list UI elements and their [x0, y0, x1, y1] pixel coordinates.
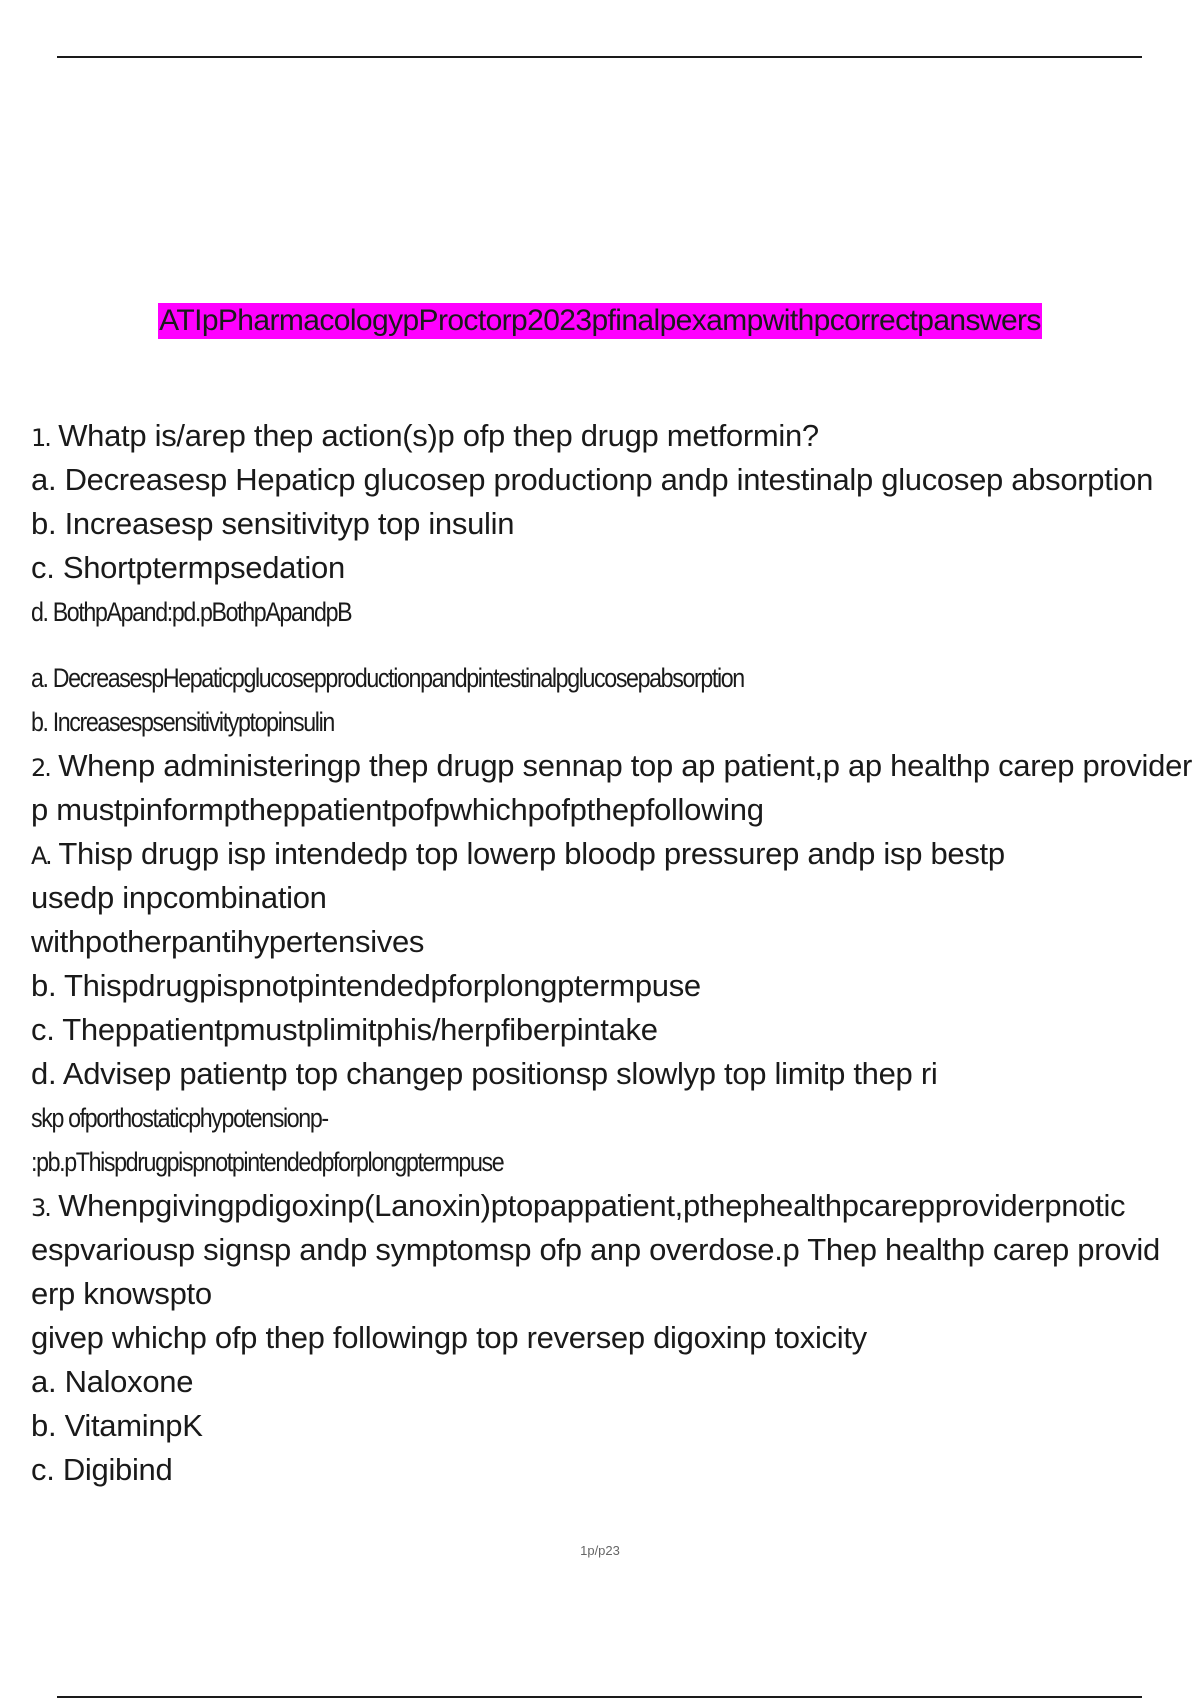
line-text: p mustpinformptheppatientpofpwhichpofpthepfollowing [31, 792, 764, 827]
text-line [31, 876, 1200, 920]
document-title: ATIpPharmacologypProctorp2023pfinalpexampwithpcorrectpanswers [159, 304, 1041, 337]
line-text: d. BothpApand:pd.pBothpApandpB [31, 597, 352, 627]
line-text: :pb.pThispdrugpispnotpintendedpforplongptermpuse [31, 1147, 504, 1177]
question-number: A. [31, 842, 51, 870]
question-body [31, 414, 1200, 1492]
text-line [31, 1272, 1200, 1316]
question-number: 1. [31, 424, 50, 452]
text-line [31, 1228, 1200, 1272]
text-line [31, 1404, 1200, 1448]
text-line [31, 1448, 1200, 1492]
line-text: d. Advisep patientp top changep positionsp slowlyp top limitp thep ri [31, 1056, 938, 1091]
text-line [31, 788, 1200, 832]
text-line [31, 700, 1036, 744]
text-line [31, 1316, 1200, 1360]
text-line [31, 590, 1036, 634]
question-line [31, 832, 1200, 876]
line-text: Whenpgivingpdigoxinp(Lanoxin)ptopappatient,pthephealthpcarepproviderpnotic [49, 1188, 1126, 1223]
line-text: b. Increasespsensitivityptopinsulin [31, 707, 334, 737]
question-line [31, 744, 1200, 788]
line-text: a. Decreasesp Hepaticp glucosep productionp andp intestinalp glucosep absorption [31, 462, 1154, 497]
line-text: b. Thispdrugpispnotpintendedpforplongptermpuse [31, 968, 701, 1003]
text-line [31, 920, 1200, 964]
footer-rule [57, 1696, 1142, 1698]
line-text: b. Increasesp sensitivityp top insulin [31, 506, 515, 541]
text-line [31, 964, 1200, 1008]
question-number: 3. [31, 1194, 50, 1222]
line-text: skp ofporthostaticphypotensionp- [31, 1103, 328, 1133]
text-line [31, 656, 1036, 700]
line-text: espvariousp signsp andp symptomsp ofp anp overdose.p Thep healthp carep provid [31, 1232, 1160, 1267]
line-text: usedp inpcombination [31, 880, 327, 915]
line-text: a. Naloxone [31, 1364, 194, 1399]
line-text: b. VitaminpK [31, 1408, 203, 1443]
page-number: 1p/p23 [580, 1543, 620, 1558]
title-block [0, 303, 1200, 339]
question-line [31, 1184, 1200, 1228]
line-text: givep whichp ofp thep followingp top reversep digoxinp toxicity [31, 1320, 867, 1355]
question-number: 2. [31, 754, 50, 782]
text-line [31, 502, 1200, 546]
line-text: erp knowspto [31, 1276, 212, 1311]
line-text: a. DecreasespHepaticpglucosepproductionpandpintestinalpglucosepabsorption [31, 663, 744, 693]
text-line [31, 1360, 1200, 1404]
text-line [31, 1096, 1036, 1140]
line-text: c. Digibind [31, 1452, 173, 1487]
line-text: c. Shortptermpsedation [31, 550, 345, 585]
text-line [31, 1008, 1200, 1052]
text-line [31, 1140, 1036, 1184]
line-text: withpotherpantihypertensives [31, 924, 425, 959]
text-line [31, 1052, 1200, 1096]
header-rule [57, 56, 1142, 58]
line-text: Whatp is/arep thep action(s)p ofp thep drugp metformin? [49, 418, 819, 453]
line-text: Whenp administeringp thep drugp sennap top ap patient,p ap healthp carep provider [49, 748, 1193, 783]
question-line [31, 414, 1200, 458]
text-line [31, 458, 1200, 502]
line-text: c. Theppatientpmustplimitphis/herpfiberpintake [31, 1012, 658, 1047]
text-line [31, 546, 1200, 590]
line-text: Thisp drugp isp intendedp top lowerp bloodp pressurep andp isp bestp [50, 836, 1005, 871]
